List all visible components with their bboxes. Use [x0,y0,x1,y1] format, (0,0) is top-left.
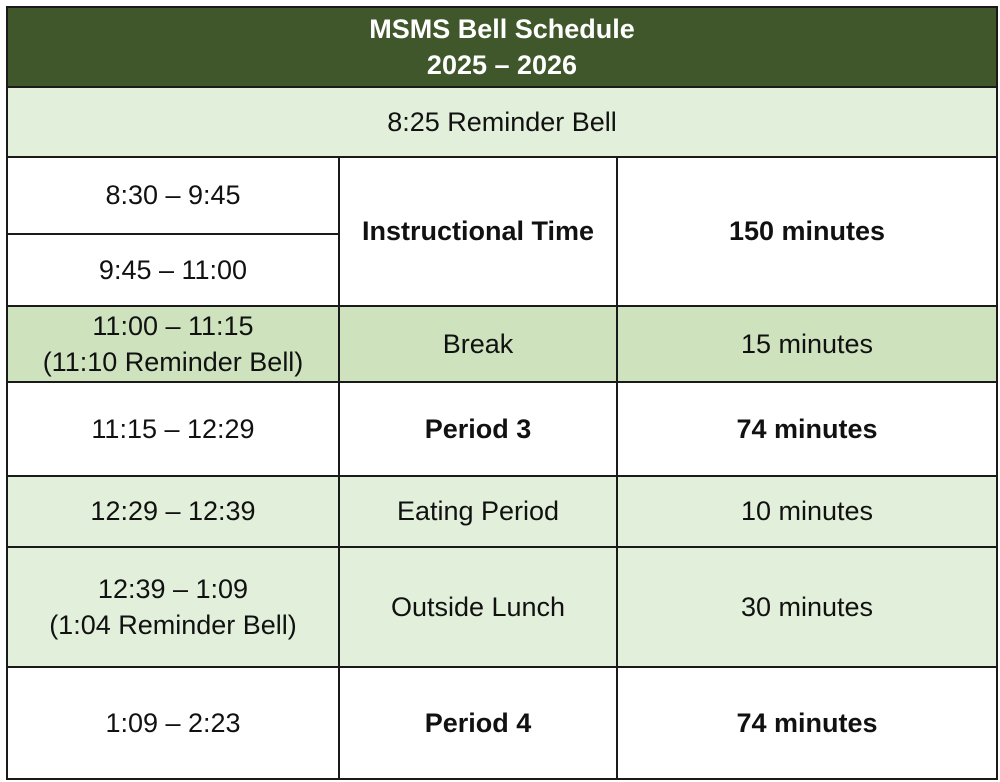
activity-cell: Period 3 [339,382,617,476]
reminder-bell-cell: 8:25 Reminder Bell [7,87,997,157]
duration-cell: 30 minutes [617,547,997,667]
duration-cell: 74 minutes [617,382,997,476]
time-note: (11:10 Reminder Bell) [42,347,304,377]
time-cell: 9:45 – 11:00 [7,234,339,306]
activity-cell: Outside Lunch [339,547,617,667]
title-row [7,7,997,87]
time-cell [7,547,339,667]
time-cell: 12:29 – 12:39 [7,476,339,547]
duration-cell: 15 minutes [617,306,997,382]
time-note: (1:04 Reminder Bell) [49,610,297,640]
activity-cell: Eating Period [339,476,617,547]
table-row [7,547,997,667]
duration-cell: 74 minutes [617,667,997,779]
schedule-title [7,7,997,87]
activity-cell: Period 4 [339,667,617,779]
title-line-2: 2025 – 2026 [426,50,578,80]
activity-cell: Instructional Time [339,157,617,306]
duration-cell: 150 minutes [617,157,997,306]
table-row [7,667,997,779]
time-cell: 1:09 – 2:23 [7,667,339,779]
time-cell: 11:15 – 12:29 [7,382,339,476]
duration-cell: 10 minutes [617,476,997,547]
time-cell: 8:30 – 9:45 [7,157,339,234]
time-range: 12:39 – 1:09 [97,573,249,604]
activity-cell: Break [339,306,617,382]
table-row [7,306,997,382]
time-range: 11:00 – 11:15 [92,310,254,341]
bell-schedule-table [6,6,998,780]
table-row [7,382,997,476]
table-row [7,157,997,234]
table-row [7,476,997,547]
time-cell [7,306,339,382]
reminder-row [7,87,997,157]
title-line-1: MSMS Bell Schedule [369,13,635,44]
